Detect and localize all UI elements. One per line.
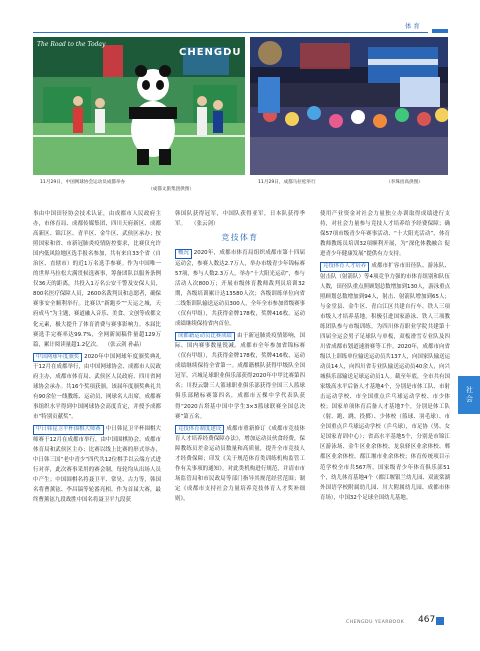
system-building-paragraph: 竞技体育制度建设 成都市重新修订《成都市竞技体育人才培养经费保障办法》，增加运动员伙食经费，保障教练员差金运动员数量和高质量，提升全市竞技人才经费保障；印发《关于规范体育类训练机构监管工作有关事项的通知》，对此类机构进行规范，并请市市场监管局和市民政局等部门指导其规范经营范围；制定《成都市支持社会力量培养竞技体育人才奖补细则》，: [175, 425, 305, 503]
go-result-paragraph: 韩国队获得冠军，中国队获得亚军，日本队获得季军。 （张云剑）: [175, 211, 305, 228]
left-photo-caption: 11月29日，中国网球协会运动员成都举办 （成都文旅集团供图）: [40, 180, 194, 192]
footer-publication: CHENGDU YEARBOOK: [346, 620, 405, 625]
photo-marathon-start: [250, 37, 448, 175]
column-3: [320, 209, 450, 503]
go-masters-paragraph: 中日韩昆卫平杯围棋大师赛 中日韩昆卫平杯围棋大师赛于12月在成都市举行，由中国围棋协会、成都市体育局和武侯区主办；比赛以线上比赛的形式举办，中日韩三国“老中青少”四代共12位棋手以云端方式进行对弈，此次赛事采用的赛会制，每轮均从出场人员中产生；中国围棋名将聂卫平、常昊、古力等，韩国名将曹薰铉、李昌镐等轮番亮相。作为首届大赛，最终曹薰铉九段战胜中国名将聂卫平九段获: [33, 426, 161, 504]
column-1: [33, 209, 161, 505]
photo-tennis-event: [33, 37, 245, 175]
overview-paragraph: 概况 2020年，成都市体育局组织成都市第十四届运动会，参赛人数达2.7万人，举办市级青少年锦标赛57项，参与人数2.3万人，举办“十大阳光运动”，参与活动人次800万；开展市级体育教师裁判员培训32期，各级培训累计达13580人次；各级训练单位向省二线集训队输送运动员300人，全年全市参加省级赛事（仅有甲组），共获得金牌178枚，奖牌416枚。运动成绩继续保持省内首位。: [175, 250, 306, 327]
marathon-paragraph: 事由中国田径协会技术认证，由成都市人民政府主办，市体育局、成都传媒集团、四川天府新区、成都高新区、锦江区、青羊区、金牛区、武侯区承办；按照国家和省、市新冠肺炎疫情防控要求，比赛仅允许国内低风险地区选手报名参加，共有来自33个省（自治区、直辖市）的近1万名选手参赛。作为中国唯一的世界马拉松大满贯候选赛事，筹备团队以服务条例仅36天的距离，共投入1万名公安干警及安保人员，800名医疗保障人员，2600名裁判员和志愿者，确保赛事安全顺利举行。比赛以“新跑乡”“天运之城，天府成马”为主题，赛道融入音乐、美食、文创等成都文化元素，极大提升了体育消费与赛事影响力。本届比赛选手完赛率达99.7%，全网新闻稿件量超129万篇，累计阅读量超1.2亿次。 （张云剑 孙晶）: [33, 211, 161, 348]
page-number: 467: [418, 615, 436, 625]
column-2: [175, 209, 305, 504]
footer-bar: [436, 617, 444, 625]
banner-chengdu-text: CHENGDU: [179, 47, 242, 58]
overview-tag: 概况: [175, 249, 192, 258]
tennis-awards-tag: 中国网球年度颁奖: [33, 353, 82, 362]
athlete-results-tag: 成都籍运动员比赛成绩: [175, 332, 235, 341]
header-divider: [33, 32, 428, 33]
funding-paragraph: 使用产业资金对社会力量独立办训取得成绩进行支持，对社会力量参与竞技人才培养给予经费保障；确保57项市级青少年赛事活动、“十大阳光活动”、体育教师教练员培训32项顺利开展，为“深化体教融合 促进青少年健康发展”提供有力支持。: [320, 211, 450, 258]
header-bar: [432, 29, 448, 33]
sidebar-tab-society[interactable]: 社会: [458, 376, 480, 414]
section-label: 体育: [405, 22, 422, 30]
go-masters-tag: 中日韩昆卫平杯围棋大师赛: [33, 425, 104, 434]
tennis-awards-paragraph: 中国网球年度颁奖 2020年中国网球年度颁奖典礼于12月在成都举行，由中国网球协会、成都市人民政府主办，成都市体育局、武侯区人民政府、四川省网球协会承办。共16个奖项获颁，该届年度颁奖典礼共有90余位一线教练、运动员、网球名人出席，成都赛事组织水平得到中国网球协会高度肯定，并授予成都市“特别贡献奖”。: [33, 353, 161, 421]
talent-training-tag: 竞技体育人才培养: [320, 262, 369, 271]
right-photo-caption: 11月29日，成都马拉松举行: [258, 180, 316, 185]
athlete-results-paragraph: 成都籍运动员比赛成绩 由于新冠肺炎疫情影响，国际、国内赛事数量锐减。成都市全年参加省锦标赛（仅有甲组），共获得金牌178枚，奖牌416枚，运动成绩继续保持全省第一。成都籍棋队获得甲级队全国冠军，兴城足球职业俱乐部获得2020年中甲比赛第四名；川投云翳三人篮球职业俱乐部获得全国三人篮球俱乐部精标赛第四名，成都市五棵中学代表队获得“2020吉塔基中国中学生3×3篮球联赛全国总决赛”第五名。: [175, 332, 305, 420]
talent-training-paragraph: 竞技体育人才培养 成都市扩容市田径队、游泳队、射击队（射箭队）等4项竞争力强的市体育组别和队伍人数，田径队重点照顾划总数增加到130人，游泳重点照顾划总数增加到94人，射击、射箭队增加到65人；与金堂县、金牛区、青白江区共建自行车、铁人三项市级人才培养基地，积极引进国家游泳、铁人三项教练团队参与市级训练。为四川体育职业学院共建第十四届全运会男子足球队与单板，双板滑雪专业队及四川省成都市划道速滑赛等工作。2020年，成都市向省级以上训练单位输送运动员共137人，向国家队输送运动员14人，向四川省专业队输送运动员40余人，向兴城俱乐部输送足球运动员1人。截至年底，全市共有国家级高水平后备人才基地4个，分别是市体工队、市射击运动学校、市全国重点乒乓球运动学校、市少体校；国家单项体育后备人才基地7个，分别是体工队（射、跑、跳、投掷）、少体校（篮球、羽毛球）、市全国重点乒乓球运动学校（乒乓球），市足协（男、女足国家青训中心）；省高水平基地5个，分别是市锦江区游泳场、金牛区业余体校、龙泉驿区业余体校、郫都区业余体校、都江堰市业余体校；体育传统项目示范学校全市共567所。国家级青少年体育俱乐部51个，幼儿体育基地4个（都江堰银兰幼儿园、双流棠湖外国语学校附属幼儿园、川大附属幼儿园、成都市体育场），中国32个足球全国幼儿基地。: [320, 263, 451, 501]
right-photo-credit: （李珠宙高供图）: [386, 180, 423, 185]
section-title-competitive-sports: 竞技体育: [221, 233, 259, 243]
system-building-tag: 竞技体育制度建设: [175, 425, 224, 434]
banner-script-text: The Road to the Today: [37, 41, 106, 48]
